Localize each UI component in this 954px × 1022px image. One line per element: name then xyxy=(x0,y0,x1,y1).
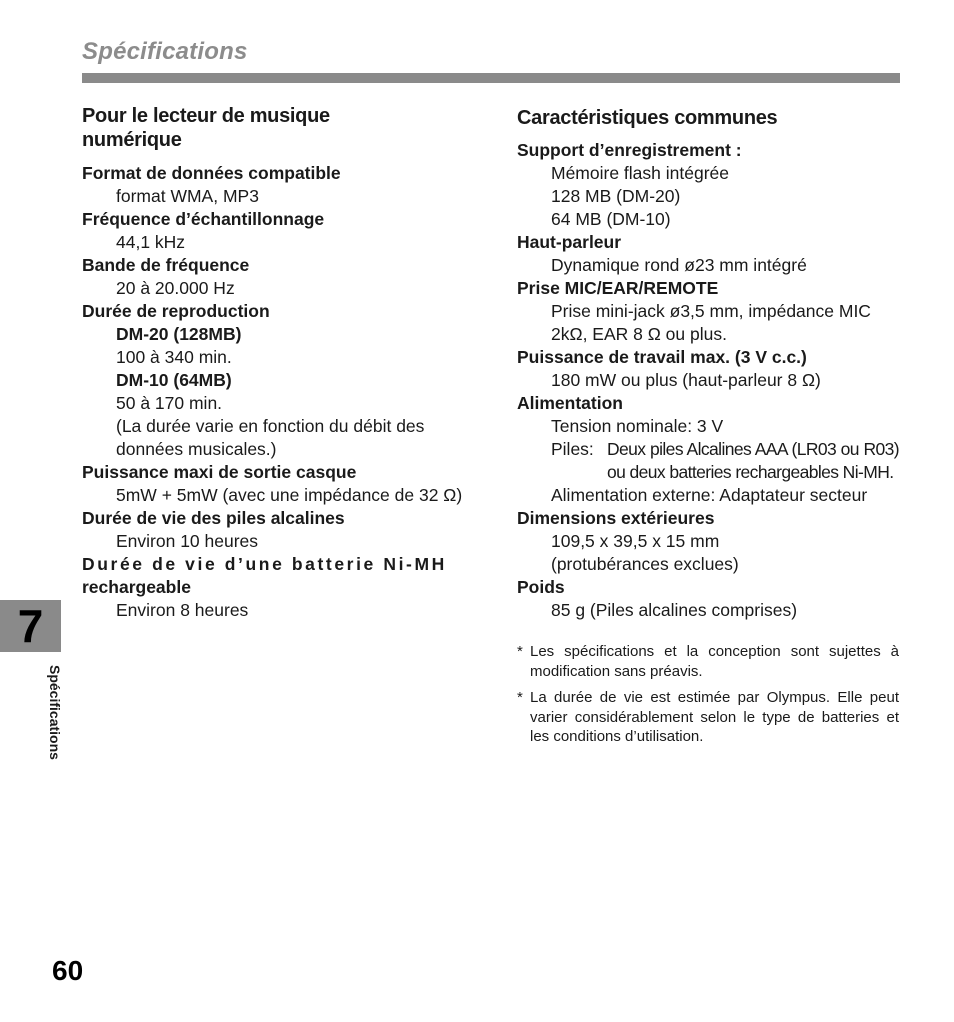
external-power-value: Alimentation externe: Adaptateur secteur xyxy=(551,485,868,505)
duration-note: (La durée varie en fonction du débit des données musicales.) xyxy=(116,416,425,459)
nimh-life-term-continued: rechargeable xyxy=(82,577,191,597)
dm10-value: 50 à 170 min. xyxy=(116,393,223,413)
frequency-band-term: Bande de fréquence xyxy=(82,255,250,275)
playback-duration-term: Durée de reproduction xyxy=(82,301,270,321)
nimh-life-value: Environ 8 heures xyxy=(116,600,249,620)
dm20-value: 100 à 340 min. xyxy=(116,347,232,367)
page-number: 60 xyxy=(52,955,84,986)
alkaline-life-term: Durée de vie des piles alcalines xyxy=(82,508,345,528)
max-power-term: Puissance de travail max. (3 V c.c.) xyxy=(517,347,807,367)
recording-media-dm10: 64 MB (DM-10) xyxy=(551,209,671,229)
chapter-tab xyxy=(0,600,61,652)
dimensions-term: Dimensions extérieures xyxy=(517,508,715,528)
max-power-value: 180 mW ou plus (haut-parleur 8 Ω) xyxy=(551,370,821,390)
footnote-mark: * xyxy=(517,643,523,660)
sampling-term: Fréquence d’échantillonnage xyxy=(82,209,325,229)
alkaline-life-value: Environ 10 heures xyxy=(116,531,259,551)
page-header-title: Spécifications xyxy=(82,38,248,65)
headphone-output-value: 5mW + 5mW (avec une impédance de 32 Ω) xyxy=(116,485,463,505)
music-player-section-title: Pour le lecteur de musique numérique xyxy=(82,105,330,151)
speaker-value: Dynamique rond ø23 mm intégré xyxy=(551,255,807,275)
format-term: Format de données compatible xyxy=(82,163,341,183)
dm20-label: DM-20 (128MB) xyxy=(116,324,242,344)
footnote-text: La durée de vie est estimée par Olympus. Elle peut varier considérablement selon le type de batteries et les conditions d’utilisation. xyxy=(530,689,899,745)
speaker-term: Haut-parleur xyxy=(517,232,622,252)
footnote-text: Les spécifications et la conception sont sujettes à modification sans préavis. xyxy=(530,643,899,680)
recording-media-dm20: 128 MB (DM-20) xyxy=(551,186,681,206)
footnote xyxy=(517,642,899,681)
dimensions-value: 109,5 x 39,5 x 15 mm xyxy=(551,531,720,551)
recording-media-term: Support d’enregistrement : xyxy=(517,140,742,160)
dm10-label: DM-10 (64MB) xyxy=(116,370,232,390)
nominal-voltage-value: Tension nominale: 3 V xyxy=(551,416,724,436)
nimh-life-term: Durée de vie d’une batterie Ni-MH xyxy=(82,554,447,574)
weight-value: 85 g (Piles alcalines comprises) xyxy=(551,600,798,620)
jack-term: Prise MIC/EAR/REMOTE xyxy=(517,278,719,298)
recording-media-value: Mémoire flash intégrée xyxy=(551,163,729,183)
right-column xyxy=(517,104,899,754)
common-specs-section-title: Caractéristiques communes xyxy=(517,107,778,129)
sampling-value: 44,1 kHz xyxy=(116,232,186,252)
frequency-band-value: 20 à 20.000 Hz xyxy=(116,278,235,298)
batteries-row xyxy=(551,438,899,484)
chapter-number: 7 xyxy=(17,600,44,652)
dimensions-note: (protubérances exclues) xyxy=(551,554,739,574)
power-supply-term: Alimentation xyxy=(517,393,623,413)
jack-value: Prise mini-jack ø3,5 mm, impédance MIC 2kΩ, EAR 8 Ω ou plus. xyxy=(551,301,871,344)
left-column xyxy=(82,104,464,622)
footnotes xyxy=(517,642,899,747)
footnote xyxy=(517,688,899,747)
header-rule xyxy=(82,73,900,83)
batteries-value: Deux piles Alcalines AAA (LR03 ou R03) ou deux batteries rechargeables Ni-MH. xyxy=(607,439,899,482)
headphone-output-term: Puissance maxi de sortie casque xyxy=(82,462,357,482)
format-value: format WMA, MP3 xyxy=(116,186,259,206)
footnote-mark: * xyxy=(517,689,523,706)
weight-term: Poids xyxy=(517,577,565,597)
chapter-side-label: Spécifications xyxy=(47,665,63,760)
batteries-label: Piles: xyxy=(551,439,594,459)
